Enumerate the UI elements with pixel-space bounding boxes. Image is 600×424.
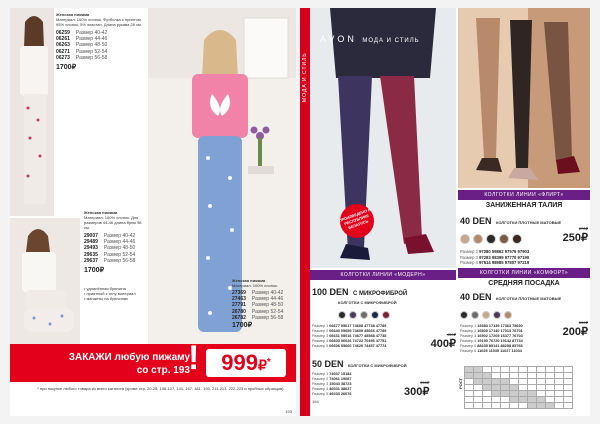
flirt-title: ЗАНИЖЕННАЯ ТАЛИЯ bbox=[485, 202, 563, 209]
code-row: 26780 Размер 52-54 bbox=[232, 308, 284, 315]
banner-comfort: КОЛГОТКИ ЛИНИИ «КОМФОРТ» bbox=[458, 268, 590, 278]
modern-100-title: 100 DEN bbox=[312, 287, 349, 297]
color-swatch[interactable] bbox=[338, 311, 346, 319]
code-row: 29637 Размер 56-58 bbox=[84, 257, 136, 264]
code-row: 26782 Размер 56-58 bbox=[232, 314, 284, 321]
code-row: Размер 3 16902 17205 16377 76703 bbox=[460, 334, 523, 338]
code-row: Размер 2 97280 59862 97576 97903 bbox=[460, 249, 530, 254]
left-page bbox=[10, 8, 296, 416]
modern-100-heading bbox=[312, 282, 456, 300]
section-label: МОДА И СТИЛЬ bbox=[302, 52, 308, 102]
product-mid-name: Женская пижама bbox=[84, 210, 118, 215]
comfort-old-price: 300₽ bbox=[578, 320, 588, 325]
modern-50-price-block bbox=[404, 380, 429, 398]
product-right-info bbox=[232, 278, 294, 329]
color-swatch[interactable] bbox=[482, 311, 490, 319]
promo-currency: ₽ bbox=[257, 357, 267, 373]
product-mid-desc: Материал: 100% хлопок. Для размеров 44-46 длина брюк 98 см. bbox=[84, 215, 142, 230]
color-swatch[interactable] bbox=[499, 234, 509, 244]
code-row: Размер 4 06603 06026 74722 70496 47751 bbox=[312, 339, 387, 343]
code-row: 27369 Размер 40-42 bbox=[232, 290, 284, 296]
modern-50-line: КОЛГОТКИ С МИКРОФИБРОЙ bbox=[347, 363, 407, 368]
modern-50-section bbox=[312, 354, 456, 404]
product-mid-info bbox=[84, 210, 146, 301]
code-row: Размер 2 06640 05659 74609 45666 47789 bbox=[312, 329, 387, 333]
product-right-desc: Материал: 100% хлопок. bbox=[232, 283, 278, 288]
code-row: Размер 3 15043 38723 bbox=[312, 382, 352, 386]
promo-banner[interactable] bbox=[10, 339, 296, 382]
modern-100-swatches bbox=[338, 306, 456, 324]
feature-item: • манжеты на брючинах bbox=[84, 296, 129, 302]
modern-50-codes bbox=[312, 372, 456, 397]
code-row: Размер 4 46031 38637 bbox=[312, 387, 352, 391]
right-page bbox=[300, 8, 590, 416]
comfort-line: КОЛГОТКИ ПЛОТНЫЕ МАТОВЫЕ bbox=[495, 296, 562, 301]
product-mid-codes bbox=[84, 233, 146, 264]
modern-50-heading bbox=[312, 354, 456, 372]
code-row: 27791 Размер 48-50 bbox=[232, 302, 284, 309]
promo-line2: со стр. 193 bbox=[136, 365, 190, 376]
code-row: Размер 5 46033 26076 bbox=[312, 392, 352, 396]
brand-logo bbox=[320, 34, 420, 44]
promo-amount: 999 bbox=[221, 350, 258, 375]
color-swatch[interactable] bbox=[371, 311, 379, 319]
feature-item: • удлинённая брючина bbox=[84, 286, 126, 292]
modern-50-title: 50 DEN bbox=[312, 359, 344, 369]
code-row: 06259 Размер 40-42 bbox=[56, 30, 108, 36]
feature-list bbox=[84, 286, 146, 301]
code-row: 27463 Размер 44-46 bbox=[232, 296, 284, 303]
modern-100-sub: С МИКРОФИБРОЙ bbox=[352, 291, 408, 297]
flirt-old-price: 270₽ bbox=[578, 226, 588, 231]
color-swatch[interactable] bbox=[360, 311, 368, 319]
code-row: Размер 1 06677 05617 74608 47738 47789 bbox=[312, 324, 387, 328]
code-row: 06263 Размер 48-50 bbox=[56, 42, 108, 49]
product-top-name: Женская пижама bbox=[56, 12, 90, 17]
banner-modern: КОЛГОТКИ ЛИНИИ «МОДЕРН» bbox=[310, 270, 456, 280]
color-swatch[interactable] bbox=[349, 311, 357, 319]
modern-100-section bbox=[312, 282, 456, 349]
color-swatch[interactable] bbox=[473, 234, 483, 244]
modern-100-price-block bbox=[431, 332, 456, 350]
product-right-price: 1700₽ bbox=[232, 322, 253, 330]
belarus-badge: ПРОИЗВЕДЕНО В РЕСПУБЛИКЕ БЕЛАРУСЬ bbox=[335, 199, 379, 243]
modern-100-price: 400₽ bbox=[430, 338, 456, 350]
color-swatch[interactable] bbox=[486, 234, 496, 244]
comfort-den: 40 DEN bbox=[460, 292, 492, 302]
code-row: 06261 Размер 44-46 bbox=[56, 36, 108, 43]
page-number-right: 194 bbox=[312, 399, 319, 404]
modern-100-old-price: 450₽ bbox=[446, 332, 456, 337]
size-chart bbox=[458, 366, 573, 409]
exclamation-icon: ! bbox=[188, 339, 200, 377]
code-row: Размер 4 19190 76720 19142 87734 bbox=[460, 339, 523, 343]
comfort-title: СРЕДНЯЯ ПОСАДКА bbox=[488, 280, 560, 287]
color-swatch[interactable] bbox=[460, 234, 470, 244]
color-swatch[interactable] bbox=[382, 311, 390, 319]
code-row: 29635 Размер 52-54 bbox=[84, 251, 136, 258]
code-row: 29007 Размер 40-42 bbox=[84, 233, 136, 239]
code-row: Размер 5 88235 85141 88258 85766 bbox=[460, 344, 523, 348]
code-row: Размер 3 97283 98399 97770 97190 bbox=[460, 254, 530, 260]
code-row: Размер 6 11025 11035 11027 11034 bbox=[460, 349, 522, 353]
modern-50-price: 300₽ bbox=[404, 386, 430, 398]
brand-sub: МОДА И СТИЛЬ bbox=[362, 38, 420, 44]
comfort-price: 200₽ bbox=[562, 326, 588, 338]
model-photo-bottom bbox=[10, 218, 80, 344]
promo-price-box: 999₽* bbox=[206, 349, 286, 377]
code-row: Размер 3 06631 05016 74677 48588 47738 bbox=[312, 334, 387, 338]
comfort-den-line bbox=[460, 287, 588, 305]
flirt-codes bbox=[460, 249, 588, 266]
code-row: Размер 5 06606 05660 74620 74457 47774 bbox=[312, 344, 387, 348]
banner-flirt: КОЛГОТКИ ЛИНИИ «ФЛИРТ» bbox=[458, 190, 590, 200]
flirt-price: 250₽ bbox=[562, 232, 588, 244]
color-swatch[interactable] bbox=[493, 311, 501, 319]
comfort-price-block bbox=[563, 320, 588, 338]
feature-item: • приятный к телу материал bbox=[84, 291, 136, 297]
flirt-line: КОЛГОТКИ ПЛОТНЫЕ МАТОВЫЕ bbox=[495, 220, 562, 225]
product-right-name: Женская пижама bbox=[232, 278, 266, 283]
product-right-codes bbox=[232, 290, 294, 321]
promo-line1: ЗАКАЖИ любую пижаму bbox=[68, 352, 190, 363]
flirt-section bbox=[460, 202, 588, 266]
code-row: Размер 1 74037 15184 bbox=[312, 372, 352, 376]
color-swatch[interactable] bbox=[504, 311, 512, 319]
code-row: 06273 Размер 56-58 bbox=[56, 54, 108, 61]
product-mid-price: 1700₽ bbox=[84, 267, 105, 275]
product-top-codes bbox=[56, 30, 146, 61]
product-top-info bbox=[56, 12, 146, 71]
size-chart-label: РОСТ bbox=[458, 378, 463, 389]
size-chart-table bbox=[464, 366, 573, 409]
tights-photo-flirt bbox=[458, 8, 590, 188]
color-swatch[interactable] bbox=[460, 311, 468, 319]
brand-name: AVON bbox=[320, 34, 357, 44]
page-number-left: 193 bbox=[285, 409, 292, 414]
color-swatch[interactable] bbox=[471, 311, 479, 319]
code-row: 29489 Размер 44-46 bbox=[84, 239, 136, 246]
flirt-price-block bbox=[563, 226, 588, 244]
product-top-price: 1700₽ bbox=[56, 64, 77, 72]
flirt-den: 40 DEN bbox=[460, 216, 492, 226]
tights-photo-modern bbox=[310, 8, 456, 268]
code-row: Размер 2 16500 17140 17013 76701 bbox=[460, 329, 523, 333]
model-photo-top bbox=[10, 8, 54, 216]
comfort-section bbox=[460, 280, 588, 354]
color-swatch[interactable] bbox=[512, 234, 522, 244]
code-row: Размер 2 74061 19087 bbox=[312, 377, 352, 381]
code-row: Размер 4 97514 98985 97807 97219 bbox=[460, 260, 530, 265]
promo-footnote: * при покупке любого товара из всего каталога (кроме стр. 20-25, 106-107, 141, 167, 181, 193, 211-213, 222-223 и пробных образцов). bbox=[37, 386, 285, 391]
code-row: Размер 1 19383 17139 17363 75690 bbox=[460, 324, 523, 328]
product-top-desc: Материал: 100% хлопок. Футболка с принтом. 95% хлопок, 5% эластан. Длина рукава 28 см. bbox=[56, 17, 142, 27]
code-row: 29493 Размер 48-50 bbox=[84, 245, 136, 252]
modern-50-old-price: 350₽ bbox=[420, 380, 430, 385]
code-row: 06271 Размер 52-54 bbox=[56, 48, 108, 55]
modern-100-line: КОЛГОТКИ С МИКРОФИБРОЙ bbox=[338, 300, 397, 305]
